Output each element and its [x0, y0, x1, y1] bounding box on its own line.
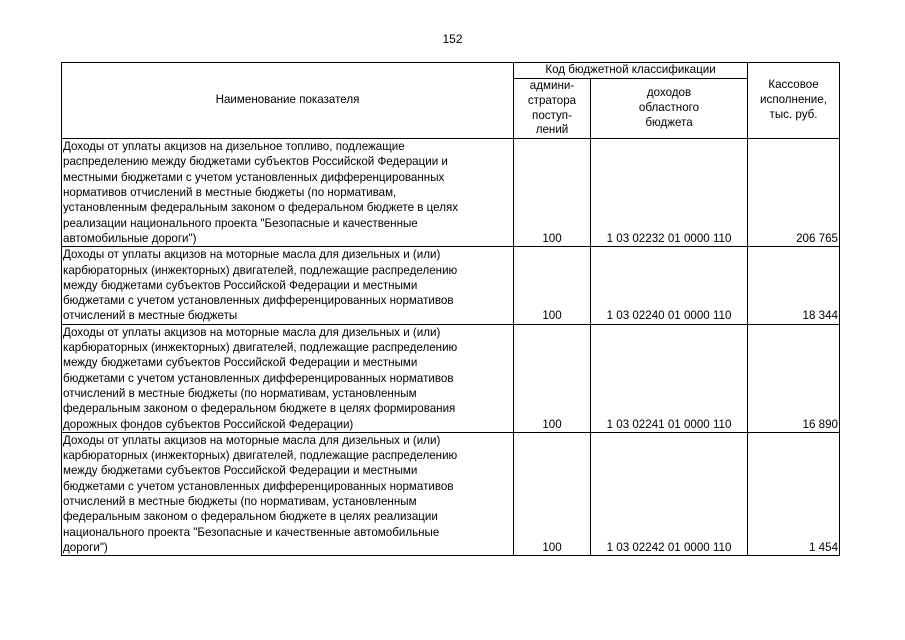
row-amount: 18 344	[748, 247, 840, 324]
row-administrator: 100	[514, 247, 591, 324]
row-name: Доходы от уплаты акцизов на моторные масла для дизельных и (или) карбюраторных (инжекторных) двигателей, подлежащие распределению между бюджетами субъектов Российской Федерации и местными бюджетами с учетом установленных дифференцированных нормативов отчислений в местные бюджеты (по нормативам, установленным федеральным законом о федеральном бюджете в целях реализации национального проекта "Безопасные и качественные автомобильные дороги")	[62, 432, 514, 555]
header-administrator: админи- стратора поступ- лений	[514, 79, 591, 139]
header-revenue: доходов областного бюджета	[591, 79, 748, 139]
budget-table	[61, 62, 840, 556]
row-administrator: 100	[514, 432, 591, 555]
row-code: 1 03 02242 01 0000 110	[591, 432, 748, 555]
header-classification-code: Код бюджетной классификации	[514, 63, 748, 79]
row-amount: 1 454	[748, 432, 840, 555]
row-amount: 16 890	[748, 324, 840, 432]
page-number: 152	[442, 32, 463, 46]
table-row	[62, 247, 840, 324]
header-row-1	[62, 63, 840, 79]
row-code: 1 03 02232 01 0000 110	[591, 139, 748, 247]
header-cash-execution: Кассовое исполнение, тыс. руб.	[748, 63, 840, 139]
table-row	[62, 432, 840, 555]
row-administrator: 100	[514, 139, 591, 247]
table-row	[62, 139, 840, 247]
row-amount: 206 765	[748, 139, 840, 247]
table-row	[62, 324, 840, 432]
row-administrator: 100	[514, 324, 591, 432]
header-name: Наименование показателя	[62, 63, 514, 139]
row-code: 1 03 02241 01 0000 110	[591, 324, 748, 432]
row-name: Доходы от уплаты акцизов на моторные масла для дизельных и (или) карбюраторных (инжекторных) двигателей, подлежащие распределению между бюджетами субъектов Российской Федерации и местными бюджетами с учетом установленных дифференцированных нормативов отчислений в местные бюджеты (по нормативам, установленным федеральным законом о федеральном бюджете в целях формирования дорожных фондов субъектов Российской Федерации)	[62, 324, 514, 432]
row-code: 1 03 02240 01 0000 110	[591, 247, 748, 324]
row-name: Доходы от уплаты акцизов на дизельное топливо, подлежащие распределению между бюджетами субъектов Российской Федерации и местными бюджетами с учетом установленных дифференцированных нормативов отчислений в местные бюджеты (по нормативам, установленным федеральным законом о федеральном бюджете в целях реализации национального проекта "Безопасные и качественные автомобильные дороги")	[62, 139, 514, 247]
row-name: Доходы от уплаты акцизов на моторные масла для дизельных и (или) карбюраторных (инжекторных) двигателей, подлежащие распределению между бюджетами субъектов Российской Федерации и местными бюджетами с учетом установленных дифференцированных нормативов отчислений в местные бюджеты	[62, 247, 514, 324]
